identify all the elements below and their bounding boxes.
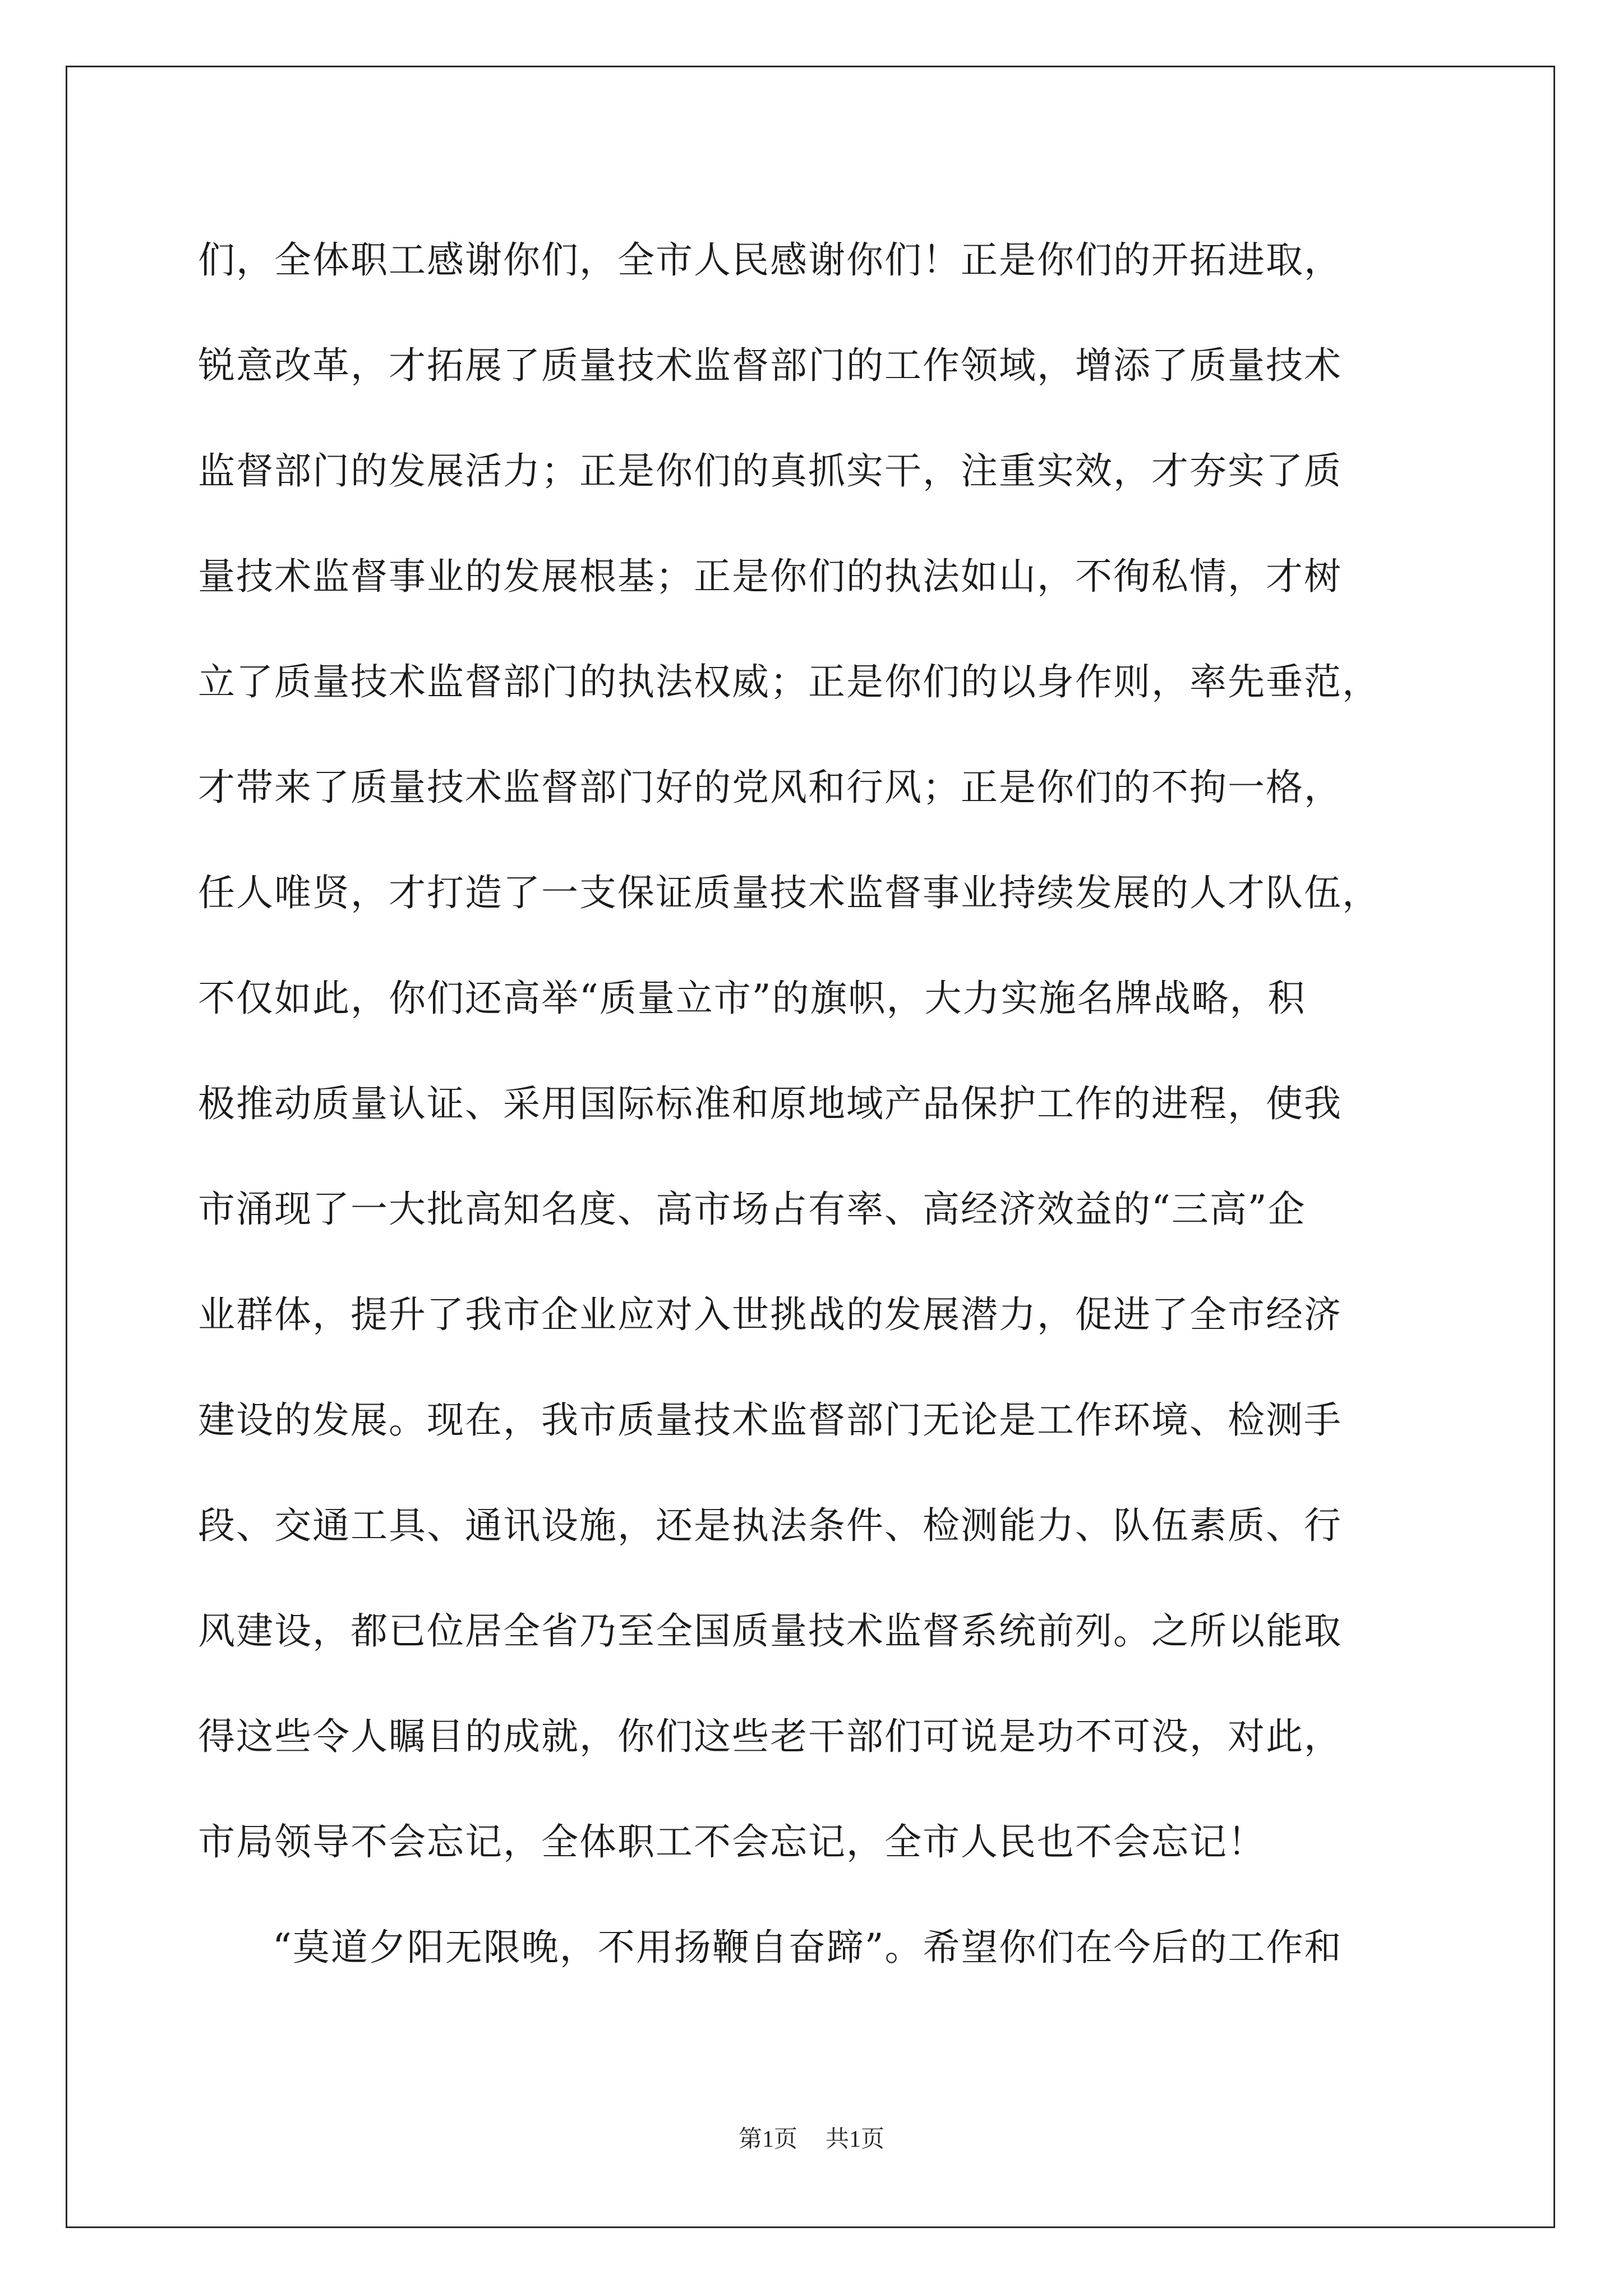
text-line: 监督部门的发展活力；正是你们的真抓实干，注重实效，才夯实了质	[198, 449, 1342, 493]
page-footer	[0, 2120, 1623, 2154]
text-line: 任人唯贤，才打造了一支保证质量技术监督事业持续发展的人才队伍，	[198, 871, 1380, 914]
text-line: 市涌现了一大批高知名度、高市场占有率、高经济效益的“三高”企	[198, 1188, 1306, 1231]
text-line: 风建设，都已位居全省乃至全国质量技术监督系统前列。之所以能取	[198, 1609, 1342, 1653]
page-number: 第1页	[738, 2127, 797, 2152]
text-line: 建设的发展。现在，我市质量技术监督部门无论是工作环境、检测手	[198, 1398, 1342, 1442]
text-line: 极推动质量认证、采用国际标准和原地域产品保护工作的进程，使我	[198, 1082, 1342, 1125]
document-body	[198, 208, 1432, 2000]
text-line: 量技术监督事业的发展根基；正是你们的执法如山，不徇私情，才树	[198, 555, 1342, 598]
text-line: 段、交通工具、通讯设施，还是执法条件、检测能力、队伍素质、行	[198, 1504, 1342, 1547]
text-line: 锐意改革，才拓展了质量技术监督部门的工作领域，增添了质量技术	[198, 344, 1342, 387]
text-line: 得这些令人瞩目的成就，你们这些老干部们可说是功不可没，对此，	[198, 1715, 1342, 1758]
text-line: 立了质量技术监督部门的执法权威；正是你们的以身作则，率先垂范，	[198, 660, 1380, 703]
page-total: 共1页	[826, 2127, 885, 2152]
text-line: 市局领导不会忘记，全体职工不会忘记，全市人民也不会忘记！	[198, 1820, 1266, 1864]
text-line: 业群体，提升了我市企业应对入世挑战的发展潜力，促进了全市经济	[198, 1293, 1342, 1336]
text-line: 才带来了质量技术监督部门好的党风和行风；正是你们的不拘一格，	[198, 766, 1342, 809]
paragraph-start-line: “莫道夕阳无限晚，不用扬鞭自奋蹄”。希望你们在今后的工作和	[273, 1926, 1343, 1969]
text-line: 不仅如此，你们还高举“质量立市”的旗帜，大力实施名牌战略，积	[198, 977, 1306, 1020]
text-line: 们，全体职工感谢你们，全市人民感谢你们！正是你们的开拓进取，	[198, 238, 1342, 282]
